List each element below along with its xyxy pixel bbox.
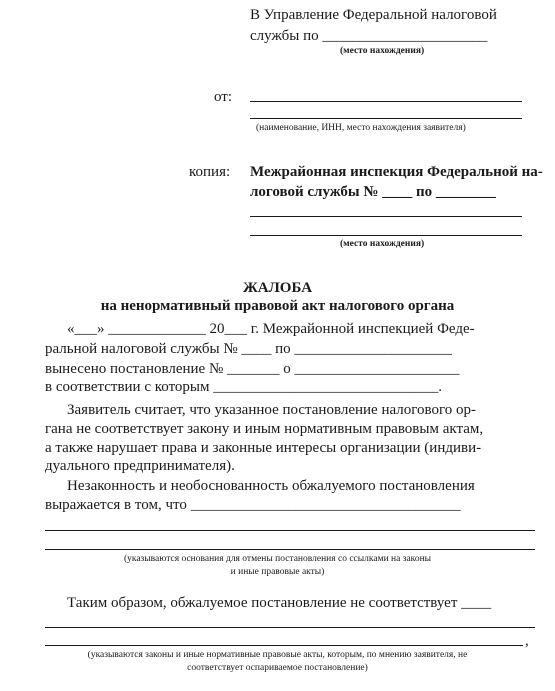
body-p2-line-1: Заявитель считает, что указанное постановление налогового ор- bbox=[67, 402, 477, 418]
body-p3-line-1: Незаконность и необоснованность обжалуемого постановления bbox=[67, 478, 475, 494]
body-p4-line-1: Таким образом, обжалуемое постановление не соответствует ____ bbox=[67, 595, 492, 611]
body-p1-line-1: «___» _____________ 20___ г. Межрайонной инспекцией Феде- bbox=[67, 321, 475, 337]
from-caption: (наименование, ИНН, место нахождения заявителя) bbox=[256, 123, 466, 133]
body-p2-line-2: гана не соответствует закону и иным нормативным правовым актам, bbox=[45, 421, 484, 437]
reasons-caption-line-1: (указываются основания для отмены постановления со ссылками на законы bbox=[123, 554, 432, 564]
body-p1-line-4: в соответствии с которым ______________________________. bbox=[45, 379, 443, 395]
document-subtitle: на ненормативный правовой акт налогового органа bbox=[100, 298, 455, 314]
document-title: ЖАЛОБА bbox=[242, 280, 313, 296]
body-p2-line-3: а также нарушает права и законные интересы организации (индиви- bbox=[45, 440, 482, 456]
body-p3-line-2: выражается в том, что ____________________________________ bbox=[45, 497, 461, 513]
laws-caption-line-2: соответствует оспариваемое постановление) bbox=[187, 663, 368, 673]
copy-line-1: Межрайонная инспекция Федеральной на- bbox=[250, 164, 543, 180]
from-line-1 bbox=[250, 101, 522, 102]
copy-location-caption: (место нахождения) bbox=[340, 239, 425, 249]
body-p1-line-2: ральной налоговой службы № ____ по _____________________ bbox=[45, 341, 452, 357]
from-line-2 bbox=[250, 118, 522, 119]
laws-line-2 bbox=[45, 645, 523, 646]
addressee-line-1: В Управление Федеральной налоговой bbox=[250, 7, 497, 23]
copy-label: копия: bbox=[189, 164, 231, 180]
copy-line-4 bbox=[250, 235, 522, 236]
reasons-caption-line-2: и иные правовые акты) bbox=[230, 567, 325, 577]
laws-caption-line-1: (указываются законы и иные нормативные правовые акты, которым, по мнению заявителя, не bbox=[87, 650, 468, 660]
laws-line-1 bbox=[45, 627, 535, 628]
reasons-line-1 bbox=[45, 530, 535, 531]
laws-line-comma: , bbox=[525, 633, 529, 649]
body-p2-line-4: дуального предпринимателя). bbox=[45, 458, 235, 474]
copy-line-2: логовой службы № ____ по ________ bbox=[250, 184, 496, 200]
copy-line-3 bbox=[250, 216, 522, 217]
body-p1-line-3: вынесено постановление № _______ о ______________________ bbox=[45, 361, 460, 377]
addressee-location-caption: (место нахождения) bbox=[340, 46, 425, 56]
addressee-line-2: службы по ______________________ bbox=[250, 28, 488, 44]
from-label: от: bbox=[214, 89, 233, 105]
reasons-line-2 bbox=[45, 549, 535, 550]
